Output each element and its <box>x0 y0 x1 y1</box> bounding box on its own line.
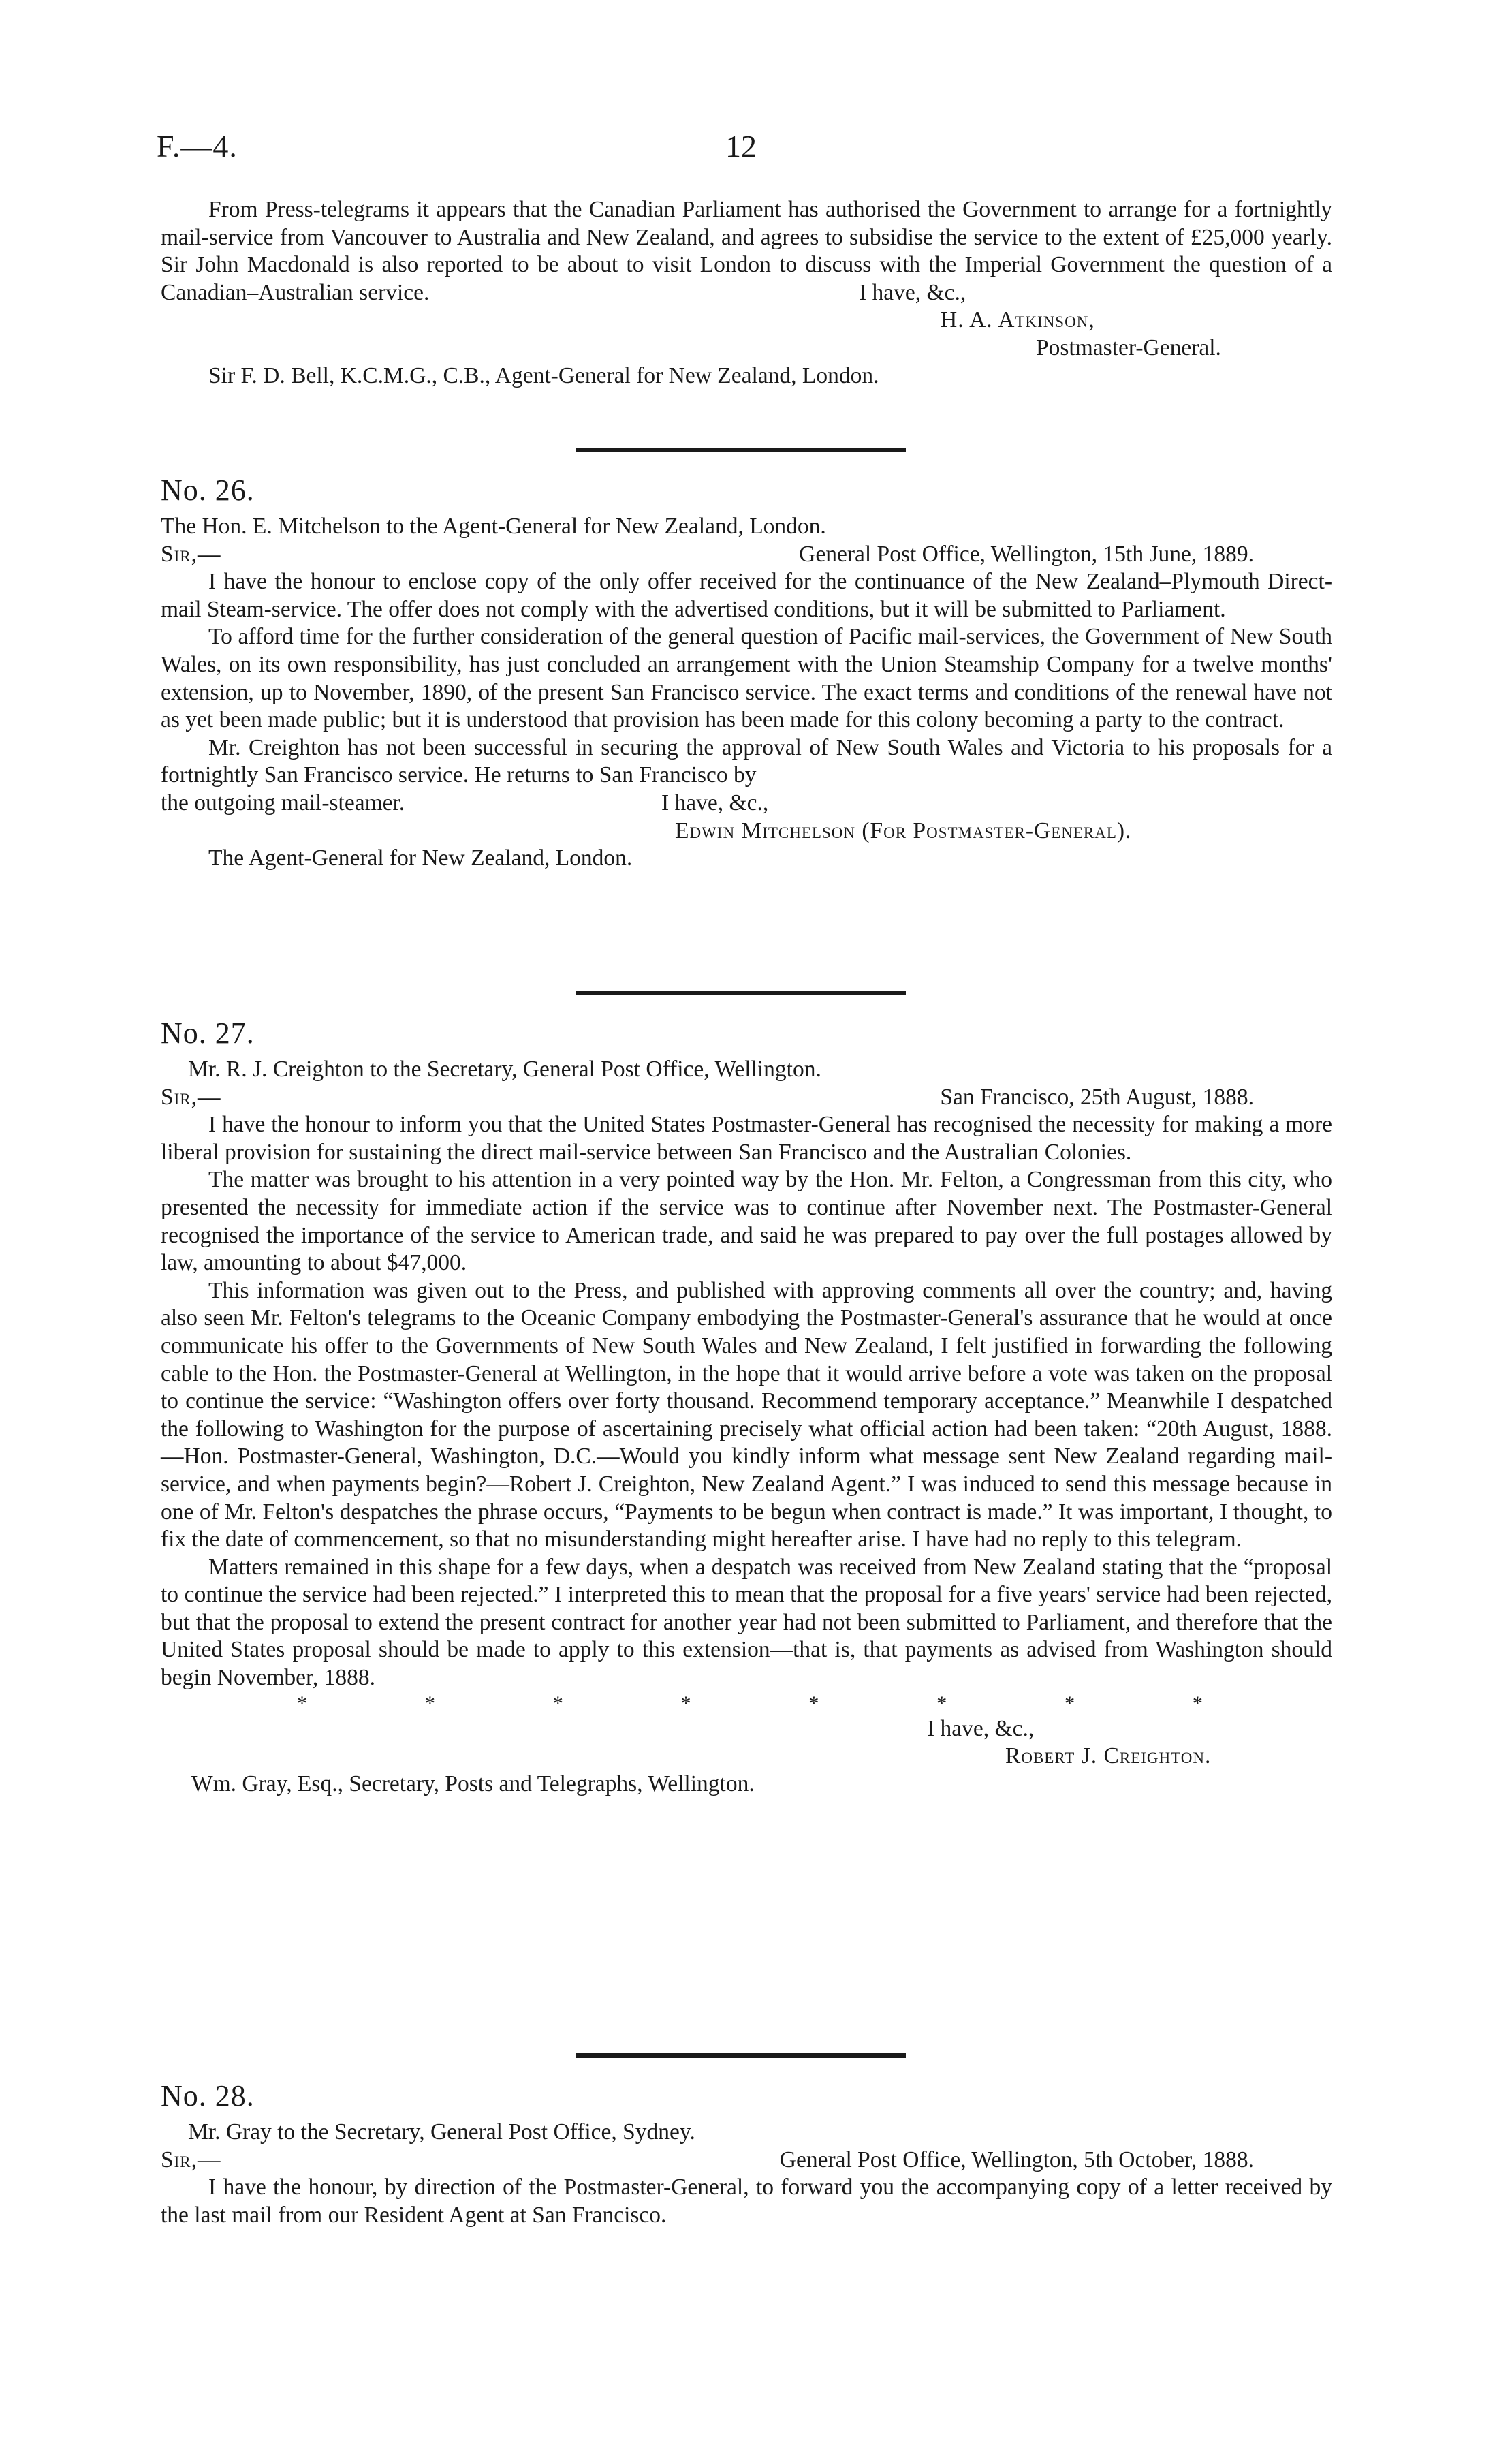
star: * <box>1192 1692 1203 1715</box>
star: * <box>936 1692 947 1715</box>
salutation: Sir,— <box>161 541 221 567</box>
intro-paragraph: From Press-telegrams it appears that the Canadian Parliament has authorised the Government to arrange for a fortnightly mail-service from Vancouver to Australia and New Zealand, and agrees to subsidise the service to the extent of £25,000 yearly. Sir John Macdonald is also reported to be about to visit London to discuss with the Imperial Government the question of a Canadian–Australian service. <box>161 197 1332 305</box>
letter-paragraph: The matter was brought to his attention in a very pointed way by the Hon. Mr. Felton, a Congressman from this city, who presented the necessity for immediate action if the service was to continue after November next. The Postmaster-General recognised the importance of the service to American trade, and said he was prepared to pay over the full postages allowed by law, amounting to about $47,000. <box>161 1167 1332 1276</box>
letter-route: The Hon. E. Mitchelson to the Agent-General for New Zealand, London. <box>161 514 826 539</box>
star: * <box>552 1692 563 1715</box>
letter-paragraph: Mr. Creighton has not been successful in securing the approval of New South Wales and Victoria to his proposals for a fortnightly San Francisco service. He returns to San Francisco by <box>161 734 1332 788</box>
place-date: General Post Office, Wellington, 15th June, 1889. <box>799 541 1254 567</box>
letter-paragraph: This information was given out to the Press, and published with approving comments all over the country; and, having also seen Mr. Felton's telegrams to the Oceanic Company embodying the Postmaster-General's assurance that he would at once communicate his offer to the Governments of New South Wales and New Zealand, I felt justified in forwarding the following cable to the Hon. the Postmaster-General at Wellington, in the hope that it would arrive before a vote was taken on the proposal to continue the service: “Washington offers over forty thousand. Recommend temporary acceptance.” Meanwhile I despatched the following to Washington for the purpose of ascertaining precisely what official action had been taken: “20th August, 1888.—Hon. Postmaster-General, Washington, D.C.—Would you kindly inform what message sent New Zealand regarding mail-service, and when payments begin?—Robert J. Creighton, New Zealand Agent.” I was induced to send this message because in one of Mr. Felton's despatches the phrase occurs, “Payments to be begun when contract is made.” It was important, I thought, to fix the date of commencement, so that no misunderstanding might hereafter arise. I have had no reply to this telegram. <box>161 1277 1332 1553</box>
salutation: Sir,— <box>161 1084 221 1110</box>
letter-paragraph: Matters remained in this shape for a few days, when a despatch was received from New Zealand stating that the “proposal to continue the service had been rejected.” I interpreted this to mean that the proposal for a five years' service had been rejected, but that the proposal to extend the present contract for another year had not been submitted to Parliament, and therefore that the United States proposal should be made to apply to this extension—that is, that payments as advised from Washington should begin November, 1888. <box>161 1554 1332 1691</box>
intro-closing: I have, &c., <box>859 279 966 305</box>
letter-26 <box>161 472 1332 873</box>
star: * <box>680 1692 691 1715</box>
intro-signature-title: Postmaster-General. <box>1036 334 1221 360</box>
intro-section <box>161 196 1332 390</box>
place-date: San Francisco, 25th August, 1888. <box>940 1084 1254 1110</box>
place-date: General Post Office, Wellington, 5th October, 1888. <box>779 2147 1254 2172</box>
letter-closing: I have, &c., <box>661 790 769 815</box>
salutation-line <box>161 1084 1332 1112</box>
letter-paragraph: I have the honour, by direction of the Postmaster-General, to forward you the accompanying copy of a letter received by the last mail from our Resident Agent at San Francisco. <box>161 2175 1332 2228</box>
salutation-line <box>161 2147 1332 2175</box>
section-rule <box>576 448 906 452</box>
intro-addressee: Sir F. D. Bell, K.C.M.G., C.B., Agent-General for New Zealand, London. <box>208 362 879 388</box>
letter-route: Mr. Gray to the Secretary, General Post Office, Sydney. <box>188 2119 695 2145</box>
document-label: F.—4. <box>157 129 238 163</box>
page-number: 12 <box>725 129 757 163</box>
letter-signature: Edwin Mitchelson (For Postmaster-General). <box>675 817 1132 843</box>
letter-number: No. 28. <box>161 2079 255 2113</box>
salutation: Sir,— <box>161 2147 221 2172</box>
salutation-line <box>161 541 1332 569</box>
letter-number: No. 27. <box>161 1016 255 1050</box>
letter-paragraph: To afford time for the further consideration of the general question of Pacific mail-services, the Government of New South Wales, on its own responsibility, has just concluded an arrangement with the Union Steamship Company for a twelve months' extension, up to November, 1890, of the present San Francisco service. The exact terms and conditions of the renewal have not as yet been made public; but it is understood that provision has been made for this colony becoming a party to the contract. <box>161 624 1332 733</box>
star: * <box>297 1692 307 1715</box>
star: * <box>424 1692 435 1715</box>
letter-addressee: The Agent-General for New Zealand, London. <box>208 845 633 871</box>
letter-27 <box>161 1015 1332 1798</box>
letter-paragraph: I have the honour to enclose copy of the only offer received for the continuance of the New Zealand–Plymouth Direct-mail Steam-service. The offer does not comply with the advertised conditions, but it will be submitted to Parliament. <box>161 569 1332 622</box>
letter-number: No. 26. <box>161 473 255 507</box>
section-rule <box>576 991 906 995</box>
star: * <box>808 1692 819 1715</box>
letter-closing: I have, &c., <box>927 1715 1035 1741</box>
last-line: the outgoing mail-steamer. <box>161 790 405 815</box>
section-rule <box>576 2053 906 2058</box>
closing-line <box>161 790 1332 817</box>
letter-addressee: Wm. Gray, Esq., Secretary, Posts and Telegraphs, Wellington. <box>191 1771 755 1796</box>
star: * <box>1065 1692 1075 1715</box>
intro-signature: H. A. Atkinson, <box>941 307 1095 333</box>
letter-28 <box>161 2078 1332 2229</box>
letter-paragraph: I have the honour to inform you that the United States Postmaster-General has recognised the necessity for making a more liberal provision for sustaining the direct mail-service between San Francisco and the Australian Colonies. <box>161 1112 1332 1165</box>
omission-stars <box>161 1692 1332 1715</box>
letter-route: Mr. R. J. Creighton to the Secretary, General Post Office, Wellington. <box>188 1057 821 1082</box>
letter-signature: Robert J. Creighton. <box>1005 1743 1212 1769</box>
